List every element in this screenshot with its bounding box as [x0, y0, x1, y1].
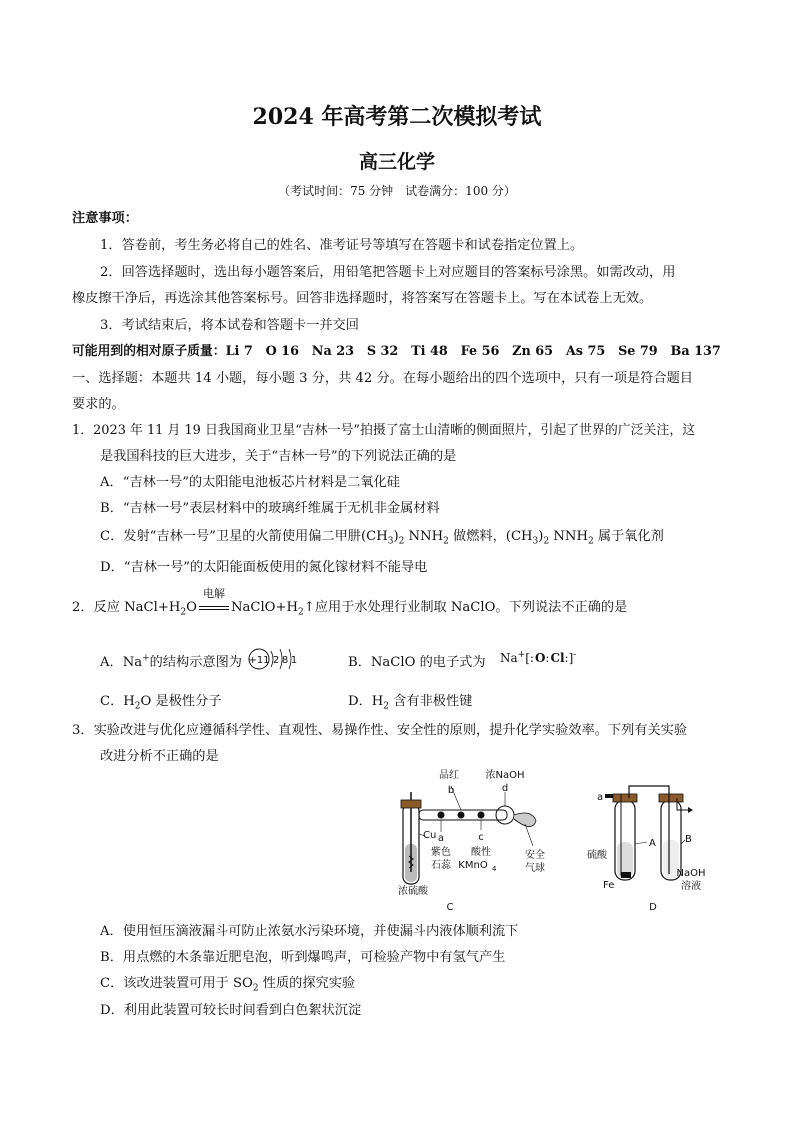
q1-stem-line-1: 1．2023 年 11 月 19 日我国商业卫星“吉林一号”拍摄了富士山清晰的侧面照片，引起了世界的广泛关注，这 — [72, 423, 696, 438]
notice-heading: 注意事项： — [72, 211, 138, 226]
q2-option-c: C．$H_2O$ 是极性分子 — [100, 694, 222, 712]
svg-text:安全: 安全 — [525, 850, 545, 861]
svg-text:4: 4 — [492, 865, 497, 873]
svg-text:紫色: 紫色 — [431, 847, 451, 858]
q2-option-a: A．Na+的结构示意图为 — [100, 653, 242, 670]
exam-info: （考试时间：75 分钟 试卷满分：100 分） — [278, 184, 516, 198]
svg-text:A: A — [649, 838, 656, 849]
q1-option-a: A．“吉林一号”的太阳能电池板芯片材料是二氧化硅 — [100, 475, 400, 490]
naclo-electron-formula: Na+[:O:Cl:]- — [500, 650, 577, 665]
svg-text:2: 2 — [272, 655, 280, 666]
q3-stem-line-1: 3．实验改进与优化应遵循科学性、直观性、易操作性、安全性的原则，提升化学实验效率。下列有关实验 — [72, 723, 688, 738]
q1-option-d: D．“吉林一号”的太阳能面板使用的氮化镓材料不能导电 — [100, 560, 428, 575]
apparatus-figure-d — [585, 764, 725, 914]
q2-option-d: D．$H_2$ 含有非极性键 — [348, 694, 473, 712]
svg-text:a: a — [437, 833, 445, 844]
svg-text:+11: +11 — [248, 655, 270, 666]
na-ion-structure-diagram — [247, 645, 303, 673]
notice-item-1: 1．答卷前，考生务必将自己的姓名、准考证号等填写在答题卡和试卷指定位置上。 — [100, 238, 584, 253]
svg-text:a: a — [597, 792, 604, 803]
svg-text:酸性: 酸性 — [471, 847, 491, 858]
q2-stem: 2．反应 $NaCl+H_2O$ 电解 $NaClO+H_2↑$应用于水处理行业制取 NaClO。下列说法不正确的是 — [72, 587, 628, 618]
svg-text:KMnO: KMnO — [458, 860, 488, 871]
svg-text:Cu: Cu — [423, 830, 437, 841]
apparatus-figure-c — [385, 764, 565, 914]
page-subtitle: 高三化学 — [358, 151, 435, 173]
q1-option-b: B．“吉林一号”表层材料中的玻璃纤维属于无机非金属材料 — [100, 501, 440, 516]
svg-text:浓硫酸: 浓硫酸 — [398, 886, 428, 897]
q3-option-b: B．用点燃的木条靠近肥皂泡，听到爆鸣声，可检验产物中有氢气产生 — [100, 950, 506, 965]
svg-text:C: C — [446, 902, 454, 913]
svg-text:硫酸: 硫酸 — [587, 850, 607, 861]
svg-text:品红: 品红 — [439, 770, 459, 781]
notice-item-2-line-1: 2．回答选择题时，选出每小题答案后，用铅笔把答题卡上对应题目的答案标号涂黑。如需改动，用 — [100, 265, 676, 280]
svg-text:1: 1 — [290, 655, 298, 666]
q1-option-c: C．发射“吉林一号”卫星的火箭使用偏二甲肼$(CH_3)_2$ $NNH_2$ 做燃料，$(CH_3)_2$ $NNH_2$ 属于氧化剂 — [100, 529, 664, 547]
svg-text:浓NaOH: 浓NaOH — [485, 770, 525, 781]
svg-text:Fe: Fe — [603, 880, 615, 891]
electrolysis-condition: 电解 — [202, 587, 225, 600]
svg-text:c: c — [478, 832, 484, 843]
svg-text:NaOH: NaOH — [676, 868, 706, 879]
q3-option-d: D．利用此装置可较长时间看到白色絮状沉淀 — [100, 1003, 362, 1018]
q2-option-b: B．NaClO 的电子式为 — [348, 655, 486, 670]
svg-text:D: D — [649, 902, 657, 913]
q1-stem-line-2: 是我国科技的巨大进步，关于“吉林一号”的下列说法正确的是 — [100, 449, 457, 464]
page-title: 2024 年高考第二次模拟考试 — [252, 104, 542, 130]
svg-text:d: d — [501, 783, 509, 794]
svg-text:b: b — [447, 785, 455, 796]
q3-option-c: C．该改进装置可用于 $SO_2$ 性质的探究实验 — [100, 976, 356, 994]
svg-text:B: B — [685, 834, 692, 845]
q3-option-a: A．使用恒压滴液漏斗可防止浓氨水污染环境，并使漏斗内液体顺利流下 — [100, 924, 519, 939]
notice-item-2-line-2: 橡皮擦干净后，再选涂其他答案标号。回答非选择题时，将答案写在答题卡上。写在本试卷上无效。 — [72, 291, 653, 306]
notice-item-3: 3．考试结束后，将本试卷和答题卡一并交回 — [100, 318, 359, 333]
atomic-mass-line: 可能用到的相对原子质量：Li 7 O 16 Na 23 S 32 Ti 48 Fe 56 Zn 65 As 75 Se 79 Ba 137 — [72, 344, 721, 359]
q3-stem-line-2: 改进分析不正确的是 — [100, 749, 219, 764]
svg-text:石蕊: 石蕊 — [431, 860, 451, 871]
svg-text:8: 8 — [281, 655, 289, 666]
section-1-line-1: 一、选择题：本题共 14 小题，每小题 3 分，共 42 分。在每小题给出的四个选项中，只有一项是符合题目 — [72, 371, 693, 386]
svg-text:溶液: 溶液 — [681, 881, 701, 892]
section-1-line-2: 要求的。 — [72, 397, 125, 412]
svg-text:气球: 气球 — [525, 863, 545, 874]
